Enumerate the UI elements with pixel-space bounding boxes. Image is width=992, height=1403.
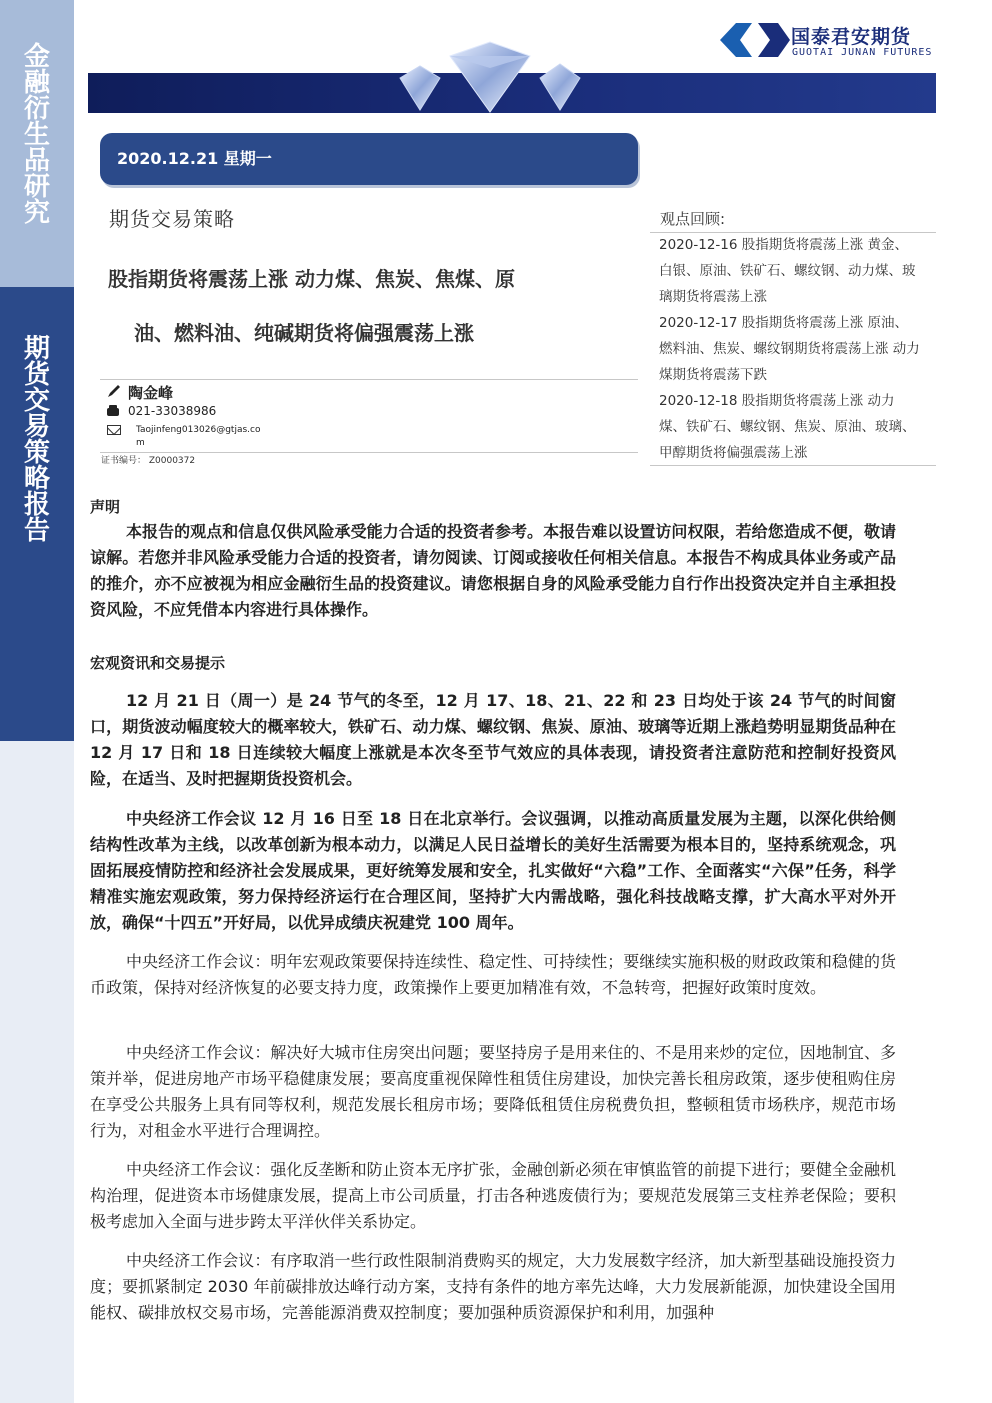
report-title-line1: 股指期货将震荡上涨 动力煤、焦炭、焦煤、原 (108, 267, 515, 291)
declaration-heading: 声明 (90, 498, 121, 516)
sidebar-top-label: 金 融 衍 生 品 研 究 (23, 42, 50, 228)
review-item: 2020-12-16 股指期货将震荡上涨 黄金、白银、原油、铁矿石、螺纹钢、动力煤、玻璃期货将震荡上涨 (659, 237, 916, 305)
declaration-paragraph: 本报告的观点和信息仅供风险承受能力合适的投资者参考。本报告难以设置访问权限，若给您造成不便，敬请谅解。若您并非风险承受能力合适的投资者，请勿阅读、订阅或接收任何相关信息。本报告不构成具体业务或产品的推介，亦不应被视为相应金融衍生品的投资建议。请您根据自身的风险承受能力自行作出投资决定并自主承担投资风险，不应凭借本内容进行具体操作。 (90, 522, 896, 619)
diamond-banner-image (390, 38, 590, 116)
mail-icon (107, 425, 121, 435)
report-title-line2: 油、燃料油、纯碱期货将偏强震荡上涨 (134, 321, 474, 345)
phone-icon (106, 404, 120, 418)
review-item: 2020-12-18 股指期货将震荡上涨 动力煤、铁矿石、螺纹钢、焦炭、原油、玻璃、甲醇期货将偏强震荡上涨 (659, 393, 916, 461)
review-title: 观点回顾: (660, 210, 726, 228)
body-paragraph: 中央经济工作会议：有序取消一些行政性限制消费购买的规定，大力发展数字经济，加大新型基础设施投资力度；要抓紧制定 2030 年前碳排放达峰行动方案，支持有条件的地方率先达峰，大力发展新能源，加快建设全国用能权、碳排放权交易市场，完善能源消费双控制度；要加强种质资源保护和利用，加强种 (90, 1251, 896, 1322)
review-item: 2020-12-17 股指期货将震荡上涨 原油、燃料油、焦炭、螺纹钢期货将震荡上涨 动力煤期货将震荡下跌 (659, 315, 920, 383)
macro-heading: 宏观资讯和交易提示 (90, 654, 226, 672)
body-paragraph: 中央经济工作会议：解决好大城市住房突出问题；要坚持房子是用来住的、不是用来炒的定位，因地制宜、多策并举，促进房地产市场平稳健康发展；要高度重视保障性租赁住房建设，加快完善长租房政策，逐步使租购住房在享受公共服务上具有同等权利，规范发展长租房市场；要降低租赁住房税费负担，整顿租赁市场秩序，规范市场行为，对租金水平进行合理调控。 (90, 1043, 896, 1140)
report-title (108, 252, 628, 360)
author-email[interactable]: Taojinfeng013026@gtjas.com (136, 425, 261, 448)
report-date: 2020.12.21 星期一 (117, 149, 272, 168)
divider (100, 379, 638, 380)
sidebar-band-bottom (0, 741, 74, 1403)
pen-icon (106, 383, 122, 399)
report-category: 期货交易策略 (109, 207, 235, 231)
body-paragraph: 中央经济工作会议：明年宏观政策要保持连续性、稳定性、可持续性；要继续实施积极的财政政策和稳健的货币政策，保持对经济恢复的必要支持力度，政策操作上要更加精准有效，不急转弯，把握好政策时度效。 (90, 952, 896, 997)
certificate-number: 证书编号： Z0000372 (101, 456, 196, 466)
brand-name-en: GUOTAI JUNAN FUTURES (792, 47, 933, 58)
brand-name-cn: 国泰君安期货 (791, 26, 912, 48)
sidebar-mid-label: 期 货 交 易 策 略 报 告 (23, 334, 50, 546)
author-name: 陶金峰 (128, 384, 174, 402)
author-phone: 021-33038986 (128, 404, 217, 418)
body-paragraph: 中央经济工作会议 12 月 16 日至 18 日在北京举行。会议强调，以推动高质量发展为主题，以深化供给侧结构性改革为主线，以改革创新为根本动力，以满足人民日益增长的美好生活需要为根本目的，坚持系统观念，巩固拓展疫情防控和经济社会发展成果，更好统筹发展和安全，扎实做好“六稳”工作、全面落实“六保”任务，科学精准实施宏观政策，努力保持经济运行在合理区间，坚持扩大内需战略，强化科技战略支撑，扩大高水平对外开放，确保“十四五”开好局，以优异成绩庆祝建党 100 周年。 (90, 809, 896, 932)
body-paragraph: 中央经济工作会议：强化反垄断和防止资本无序扩张，金融创新必须在审慎监管的前提下进行；要健全金融机构治理，促进资本市场健康发展，提高上市公司质量，打击各种逃废债行为；要规范发展第三支柱养老保险；要积极考虑加入全面与进步跨太平洋伙伴关系协定。 (90, 1160, 896, 1231)
body-paragraph: 12 月 21 日（周一）是 24 节气的冬至，12 月 17、18、21、22 和 23 日均处于该 24 节气的时间窗口，期货波动幅度较大的概率较大，铁矿石、动力煤、螺纹钢、焦炭、原油、玻璃等近期上涨趋势明显期货品种在 12 月 17 日和 18 日连续较大幅度上涨就是本次冬至节气效应的具体表现，请投资者注意防范和控制好投资风险，在适当、及时把握期货投资机会。 (90, 691, 896, 788)
